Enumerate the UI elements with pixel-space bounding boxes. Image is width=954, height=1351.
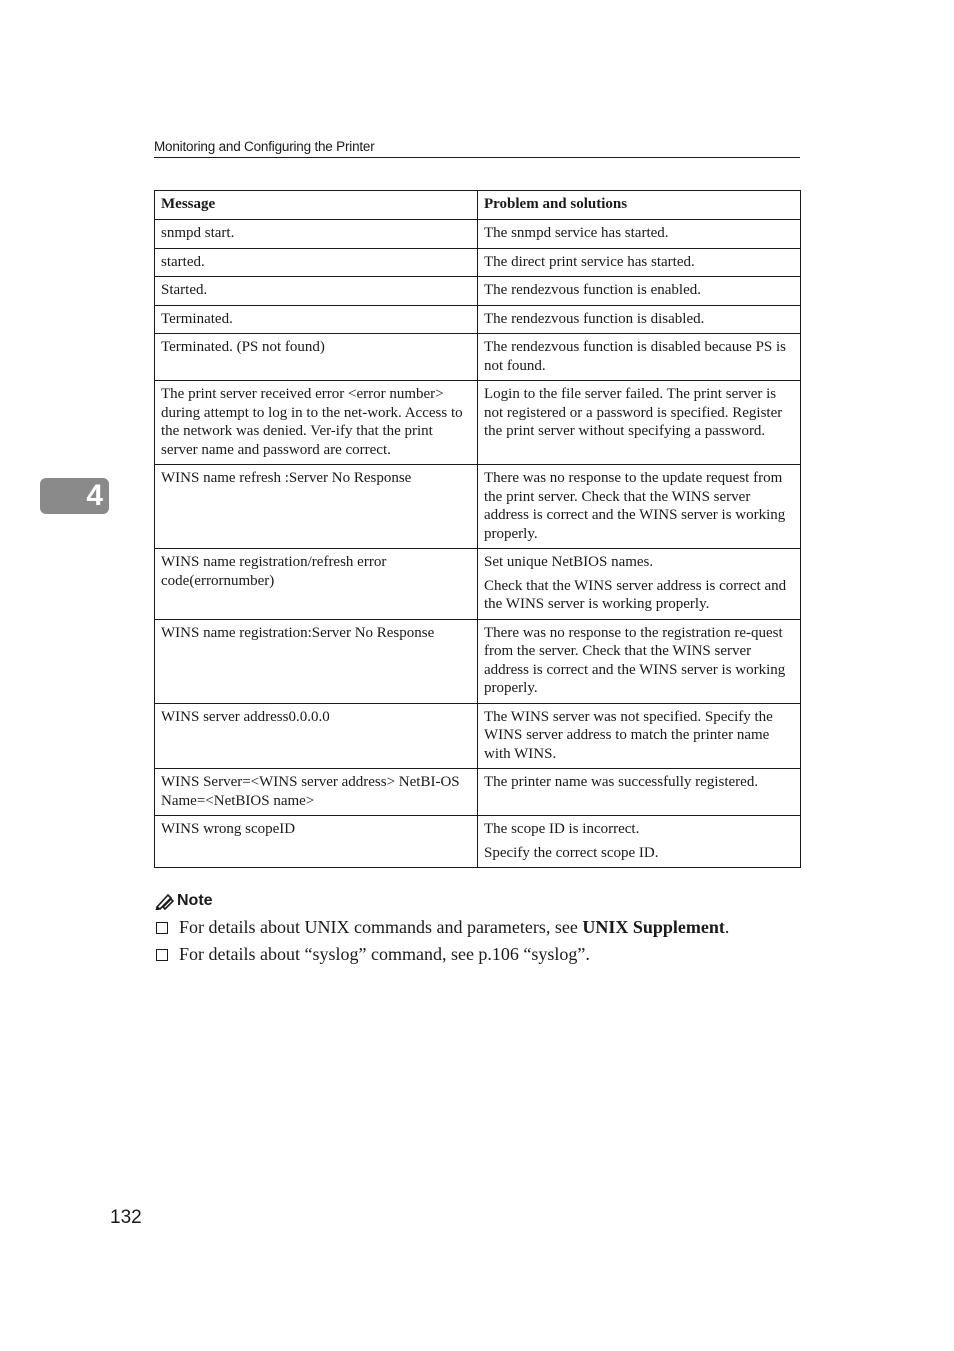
note-section: [154, 891, 854, 965]
solution-text: The rendezvous function is disabled.: [484, 310, 705, 327]
note-item-text: For details about “syslog” command, see p.106 “syslog”.: [179, 944, 590, 964]
solution-text: The rendezvous function is enabled.: [484, 282, 702, 298]
chapter-tab: [40, 478, 109, 514]
solution-text: There was no response to the update request from the print server. Check that the WINS server address is correct and the WINS server is working properly.: [484, 470, 786, 542]
solution-cell: [478, 816, 801, 868]
message-cell: started.: [155, 248, 478, 277]
table-row: [155, 220, 801, 249]
table-row: [155, 619, 801, 703]
message-cell: WINS Server=<WINS server address> NetBI-OS Name=<NetBIOS name>: [155, 769, 478, 816]
note-item-tail: .: [724, 917, 730, 937]
table-header-row: [155, 191, 801, 220]
message-cell: snmpd start.: [155, 220, 478, 249]
solution-cell: [478, 619, 801, 703]
solution-text: Login to the file server failed. The print server is not registered or a password is specified. Register the print server without specifying a password.: [484, 386, 783, 439]
table-row: [155, 769, 801, 816]
solution-cell: [478, 248, 801, 277]
solution-cell: [478, 220, 801, 249]
solution-cell: [478, 703, 801, 769]
solution-text: There was no response to the registration re-quest from the server. Check that the WINS server address is correct and the WINS server is working properly.: [484, 624, 786, 696]
solution-cell: [478, 305, 801, 334]
note-item: [154, 943, 854, 965]
note-item: [154, 916, 854, 938]
solution-text: Specify the correct scope ID.: [484, 844, 659, 861]
solution-text: The snmpd service has started.: [484, 225, 669, 241]
header-solution: Problem and solutions: [478, 191, 801, 220]
message-cell: Terminated.: [155, 305, 478, 334]
table-row: [155, 248, 801, 277]
table-row: [155, 305, 801, 334]
solution-text: The printer name was successfully registered.: [484, 774, 759, 790]
square-bullet-icon: [156, 949, 168, 961]
running-title: Monitoring and Configuring the Printer: [154, 139, 800, 158]
message-cell: WINS name refresh :Server No Response: [155, 465, 478, 549]
message-cell: WINS name registration/refresh error code(errornumber): [155, 549, 478, 620]
solution-text: The WINS server was not specified. Specify the WINS server address to match the printer name with WINS.: [484, 708, 773, 762]
page-number: 132: [110, 1207, 142, 1228]
solution-text: The direct print service has started.: [484, 253, 695, 270]
message-cell: Terminated. (PS not found): [155, 334, 478, 381]
chapter-number: 4: [86, 479, 103, 512]
note-title: Note: [177, 892, 213, 909]
note-item-text: For details about UNIX commands and parameters, see: [179, 917, 583, 937]
solution-cell: [478, 769, 801, 816]
solution-text: The scope ID is incorrect.: [484, 821, 640, 837]
solution-cell: [478, 334, 801, 381]
table-row: [155, 381, 801, 465]
table-row: [155, 465, 801, 549]
solution-text: Check that the WINS server address is correct and the WINS server is working properly.: [484, 577, 787, 612]
solution-cell: [478, 465, 801, 549]
message-cell: WINS wrong scopeID: [155, 816, 478, 868]
solution-text: Set unique NetBIOS names.: [484, 554, 654, 570]
table-row: [155, 549, 801, 620]
solution-cell: [478, 381, 801, 465]
table-row: [155, 334, 801, 381]
solution-cell: [478, 277, 801, 306]
message-cell: WINS name registration:Server No Response: [155, 619, 478, 703]
table-row: [155, 816, 801, 868]
header-message: Message: [155, 191, 478, 220]
solution-text: The rendezvous function is disabled because PS is not found.: [484, 339, 787, 374]
square-bullet-icon: [156, 922, 168, 934]
pencil-note-icon: [154, 892, 174, 910]
message-cell: Started.: [155, 277, 478, 306]
message-cell: WINS server address0.0.0.0: [155, 703, 478, 769]
note-heading: [154, 891, 854, 911]
solution-cell: [478, 549, 801, 620]
message-cell: The print server received error <error number> during attempt to log in to the net-work. Access to the network was denied. Ver-ify that the print server name and password are correct.: [155, 381, 478, 465]
table-row: [155, 277, 801, 306]
note-item-bold: UNIX Supplement: [582, 917, 725, 937]
table-row: [155, 703, 801, 769]
message-table: [154, 190, 801, 868]
